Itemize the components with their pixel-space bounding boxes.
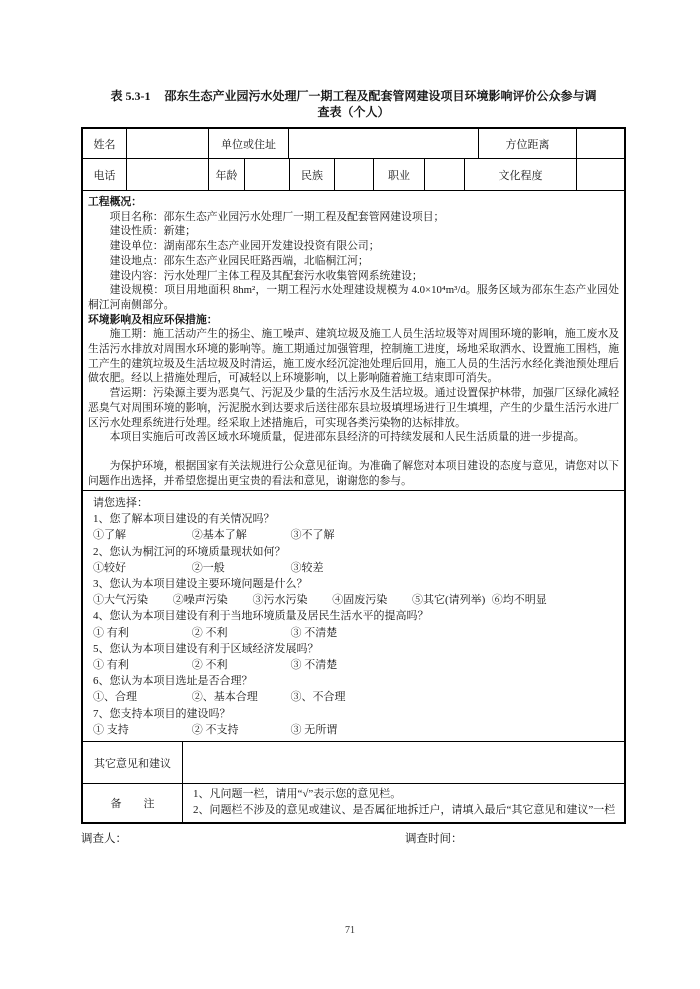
remarks-label: 备 注 <box>83 784 183 822</box>
table-title-line1: 邵东生态产业园污水处理厂一期工程及配套管网建设项目环境影响评价公众参与调 <box>164 89 597 103</box>
age-input-cell <box>245 159 290 190</box>
option: ③ 不清楚 <box>290 626 338 639</box>
age-label: 年龄 <box>209 159 245 190</box>
question-4: 4、您认为本项目建设有利于当地环境质量及居民生活水平的提高吗？ <box>93 610 429 623</box>
operation-period-paragraph: 营运期：污染源主要为恶臭气、污泥及少量的生活污水及生活垃圾。通过设置保护林带，加强厂区绿化减轻恶臭气对周围环境的影响，污泥脱水到达要求后送往邵东县垃圾填埋场进行卫生填埋，产生的少量生活污水进厂区污水处理系统进行处理。经采取上述措施后，可实现各类污染物的达标排放。 <box>88 387 619 429</box>
phone-input-cell <box>127 159 209 190</box>
project-description-cell <box>83 191 624 490</box>
question-7-options <box>93 722 618 738</box>
header-row-1 <box>83 129 624 159</box>
overview-item: 建设地点：邵东生态产业园民旺路西端，北临桐江河； <box>109 254 369 267</box>
option: ②、基本合理 <box>191 691 258 704</box>
overview-heading: 工程概况： <box>88 196 142 208</box>
overview-item: 建设规模：项目用地面积 8hm²，一期工程污水处理建设规模为 4.0×10⁴m³/d。服务区域为邵东生态产业园处桐江河南侧部分。 <box>88 284 619 311</box>
option: ② 不利 <box>191 659 228 672</box>
question-4-options <box>93 625 618 641</box>
table-caption <box>81 88 626 120</box>
question-1-options <box>93 527 618 543</box>
option: ② 不利 <box>191 626 228 639</box>
distance-label: 方位距离 <box>479 129 577 158</box>
distance-input-cell <box>577 129 624 158</box>
option: ③ 无所谓 <box>290 723 338 736</box>
question-2: 2、您认为桐江河的环境质量现状如何？ <box>93 545 286 558</box>
remark-line-1: 1、凡问题一栏，请用“√”表示您的意见栏。 <box>193 788 402 800</box>
survey-footer <box>81 830 626 846</box>
invitation-paragraph: 为保护环境，根据国家有关法规进行公众意见征询。为准确了解您对本项目建设的态度与意见，请您对以下问题作出选择，并希望您提出更宝贵的看法和意见，谢谢您的参与。 <box>88 459 619 487</box>
option: ③不了解 <box>290 529 335 542</box>
option: ①了解 <box>93 529 126 542</box>
option: ④固废污染 <box>332 594 388 607</box>
name-input-cell <box>127 129 209 158</box>
survey-form <box>81 88 626 846</box>
benefit-paragraph: 本项目实施后可改善区域水环境质量，促进邵东县经济的可持续发展和人民生活质量的进一步提高。 <box>109 431 585 444</box>
questions-cell <box>83 491 624 741</box>
occupation-label: 职业 <box>374 159 425 190</box>
remark-line-2: 2、问题栏不涉及的意见或建议、是否属征地拆迁户，请填入最后“其它意见和建议”一栏 <box>193 804 616 816</box>
overview-item: 建设单位：湖南邵东生态产业园开发建设投资有限公司； <box>109 240 380 253</box>
option: ②一般 <box>191 561 225 574</box>
unit-input-cell <box>289 129 479 158</box>
option: ① 支持 <box>93 723 129 736</box>
option: ②基本了解 <box>191 529 247 542</box>
table-title-line2: 查表（个人） <box>317 105 390 119</box>
remarks-content <box>183 784 624 822</box>
paragraph-spacer <box>88 445 619 459</box>
education-input-cell <box>577 159 624 190</box>
option: ③ 不清楚 <box>290 659 338 672</box>
ethnicity-input-cell <box>335 159 374 190</box>
question-7: 7、您支持本项目的建设吗？ <box>93 707 231 720</box>
name-label: 姓名 <box>83 129 127 158</box>
question-6: 6、您认为本项目选址是否合理？ <box>93 675 253 688</box>
option: ②噪声污染 <box>172 594 228 607</box>
question-1: 1、您了解本项目建设的有关情况吗？ <box>93 513 275 526</box>
unit-label: 单位或住址 <box>209 129 289 158</box>
option: ① 有利 <box>93 626 129 639</box>
other-opinion-label: 其它意见和建议 <box>83 742 183 783</box>
header-row-2 <box>83 159 624 191</box>
questions-row <box>83 491 624 742</box>
question-3-options <box>93 592 618 608</box>
phone-label: 电话 <box>83 159 127 190</box>
question-5: 5、您认为本项目建设有利于区域经济发展吗？ <box>93 642 319 655</box>
option: ①较好 <box>93 561 126 574</box>
question-3: 3、您认为本项目建设主要环境问题是什么？ <box>93 578 308 591</box>
occupation-input-cell <box>425 159 465 190</box>
env-heading: 环境影响及相应环保措施： <box>88 313 218 326</box>
page-number: 71 <box>345 925 355 936</box>
form-table <box>81 127 626 824</box>
option: ①、合理 <box>93 691 137 704</box>
option: ① 有利 <box>93 659 129 672</box>
remarks-row <box>83 784 624 822</box>
overview-item: 建设内容：污水处理厂主体工程及其配套污水收集管网系统建设； <box>109 269 423 282</box>
survey-time-label: 调查时间： <box>405 833 463 845</box>
investigator-label: 调查人： <box>81 833 127 845</box>
survey-intro: 请您选择： <box>93 497 148 509</box>
overview-item: 项目名称：邵东生态产业园污水处理厂一期工程及配套管网建设项目； <box>109 210 445 223</box>
question-6-options <box>93 689 618 705</box>
option: ② 不支持 <box>191 723 239 736</box>
option: ⑤其它(请列举) <box>412 594 486 607</box>
option: ①大气污染 <box>93 594 148 607</box>
option: ⑥均不明显 <box>491 594 547 607</box>
option: ③较差 <box>290 561 324 574</box>
option: ③、不合理 <box>290 691 346 704</box>
description-row <box>83 191 624 491</box>
ethnicity-label: 民族 <box>290 159 335 190</box>
overview-item: 建设性质：新建； <box>109 225 196 238</box>
education-label: 文化程度 <box>465 159 577 190</box>
other-opinion-row <box>83 742 624 784</box>
construction-period-paragraph: 施工期：施工活动产生的扬尘、施工噪声、建筑垃圾及施工人员生活垃圾等对周围环境的影响，施工废水及生活污水排放对周围水环境的影响等。施工期通过加强管理，控制施工进度，场地采取洒水、设置施工围档，施工产生的建筑垃圾及生活垃圾及时清运，施工废水经沉淀池处理后回用，施工人员的生活污水经化粪池预处理后做农肥。经以上措施处理后，可减轻以上环境影响，以上影响随着施工结束即可消失。 <box>88 328 619 385</box>
question-5-options <box>93 657 618 673</box>
option: ③污水污染 <box>252 594 308 607</box>
other-opinion-input-cell <box>183 742 624 783</box>
table-number: 表 5.3-1 <box>110 89 151 103</box>
question-2-options <box>93 560 618 576</box>
